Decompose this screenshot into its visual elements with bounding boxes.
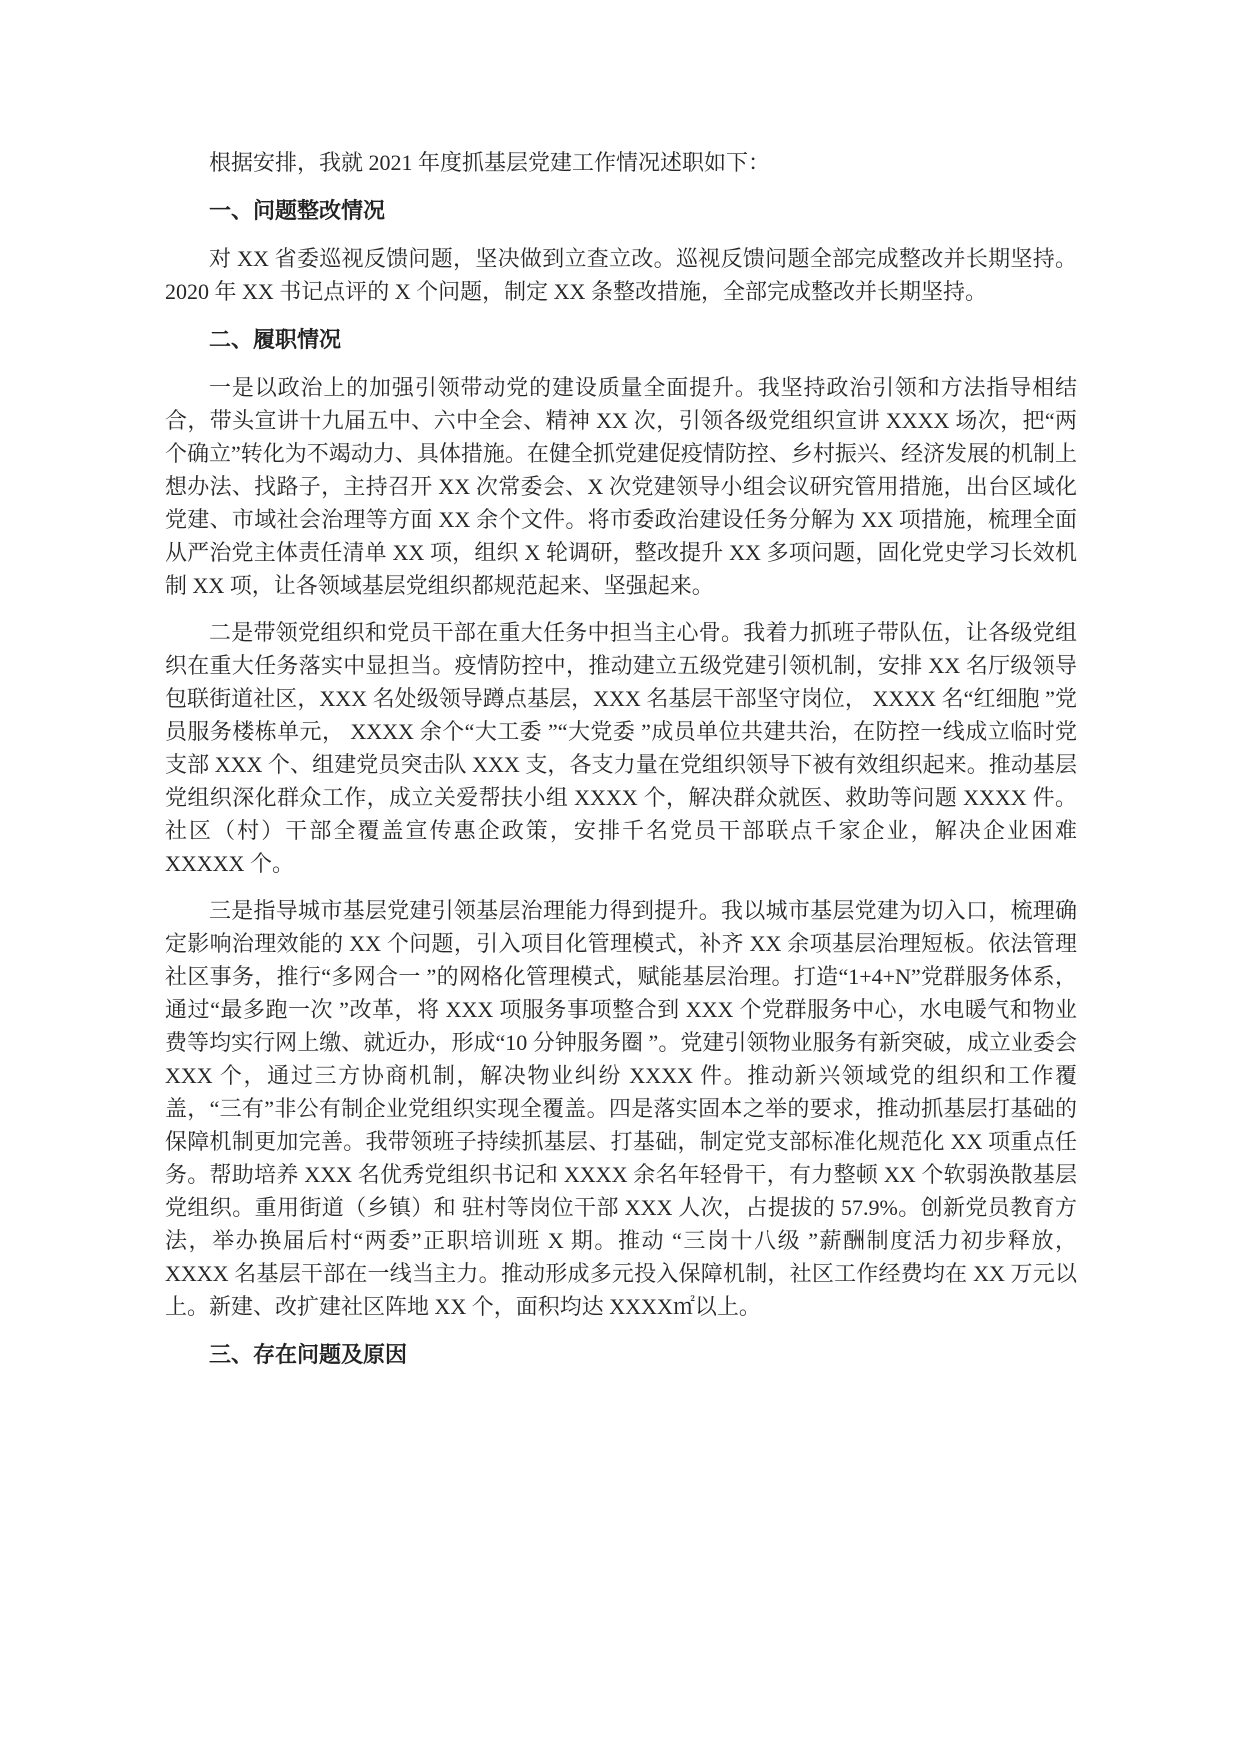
intro-paragraph: 根据安排，我就 2021 年度抓基层党建工作情况述职如下：	[209, 150, 771, 175]
paragraph-second-point: 二是带领党组织和党员干部在重大任务中担当主心骨。我着力抓班子带队伍，让各级党组织在重大任务落实中显担当。疫情防控中，推动建立五级党建引领机制，安排 XX 名厅级领导包联街道社区，XXX 名处级领导蹲点基层，XXX 名基层干部坚守岗位， XXXX 名“红细胞 ”党员服务楼栋单元， XXXX 余个“大工委 ”“大党委 ”成员单位共建共治，在防控一线成立临时党支部 XXX 个、组建党员突击队 XXX 支，各支力量在党组织领导下被有效组织起来。推动基层党组织深化群众工作，成立关爱帮扶小组 XXXX 个，解决群众就医、救助等问题 XXXX 件。社区（村）干部全覆盖宣传惠企政策，安排千名党员干部联点千家企业，解决企业困难 XXXXX 个。	[165, 620, 1077, 876]
heading-section-3: 三、存在问题及原因	[209, 1342, 408, 1367]
paragraph-rectification: 对 XX 省委巡视反馈问题，坚决做到立查立改。巡视反馈问题全部完成整改并长期坚持。2020 年 XX 书记点评的 X 个问题，制定 XX 条整改措施，全部完成整改并长期坚持。	[165, 246, 1077, 304]
paragraph-first-point: 一是以政治上的加强引领带动党的建设质量全面提升。我坚持政治引领和方法指导相结合，带头宣讲十九届五中、六中全会、精神 XX 次，引领各级党组织宣讲 XXXX 场次，把“两个确立”转化为不竭动力、具体措施。在健全抓党建促疫情防控、乡村振兴、经济发展的机制上想办法、找路子，主持召开 XX 次常委会、X 次党建领导小组会议研究管用措施，出台区域化党建、市域社会治理等方面 XX 余个文件。将市委政治建设任务分解为 XX 项措施，梳理全面从严治党主体责任清单 XX 项，组织 X 轮调研，整改提升 XX 多项问题，固化党史学习长效机制 XX 项，让各领域基层党组织都规范起来、坚强起来。	[165, 375, 1077, 598]
paragraph-third-point: 三是指导城市基层党建引领基层治理能力得到提升。我以城市基层党建为切入口，梳理确定影响治理效能的 XX 个问题，引入项目化管理模式，补齐 XX 余项基层治理短板。依法管理社区事务，推行“多网合一 ”的网格化管理模式，赋能基层治理。打造“1+4+N”党群服务体系，通过“最多跑一次 ”改革，将 XXX 项服务事项整合到 XXX 个党群服务中心，水电暖气和物业费等均实行网上缴、就近办，形成“10 分钟服务圈 ”。党建引领物业服务有新突破，成立业委会 XXX 个，通过三方协商机制，解决物业纠纷 XXXX 件。推动新兴领域党的组织和工作覆盖，“三有”非公有制企业党组织实现全覆盖。四是落实固本之举的要求，推动抓基层打基础的保障机制更加完善。我带领班子持续抓基层、打基础，制定党支部标准化规范化 XX 项重点任务。帮助培养 XXX 名优秀党组织书记和 XXXX 余名年轻骨干，有力整顿 XX 个软弱涣散基层党组织。重用街道（乡镇）和 驻村等岗位干部 XXX 人次，占提拔的 57.9%。创新党员教育方法，举办换届后村“两委”正职培训班 X 期。推动 “三岗十八级 ”薪酬制度活力初步释放， XXXX 名基层干部在一线当主力。推动形成多元投入保障机制，社区工作经费均在 XX 万元以上。新建、改扩建社区阵地 XX 个，面积均达 XXXX㎡以上。	[165, 898, 1077, 1319]
heading-section-1: 一、问题整改情况	[209, 198, 386, 223]
heading-section-2: 二、履职情况	[209, 327, 342, 352]
